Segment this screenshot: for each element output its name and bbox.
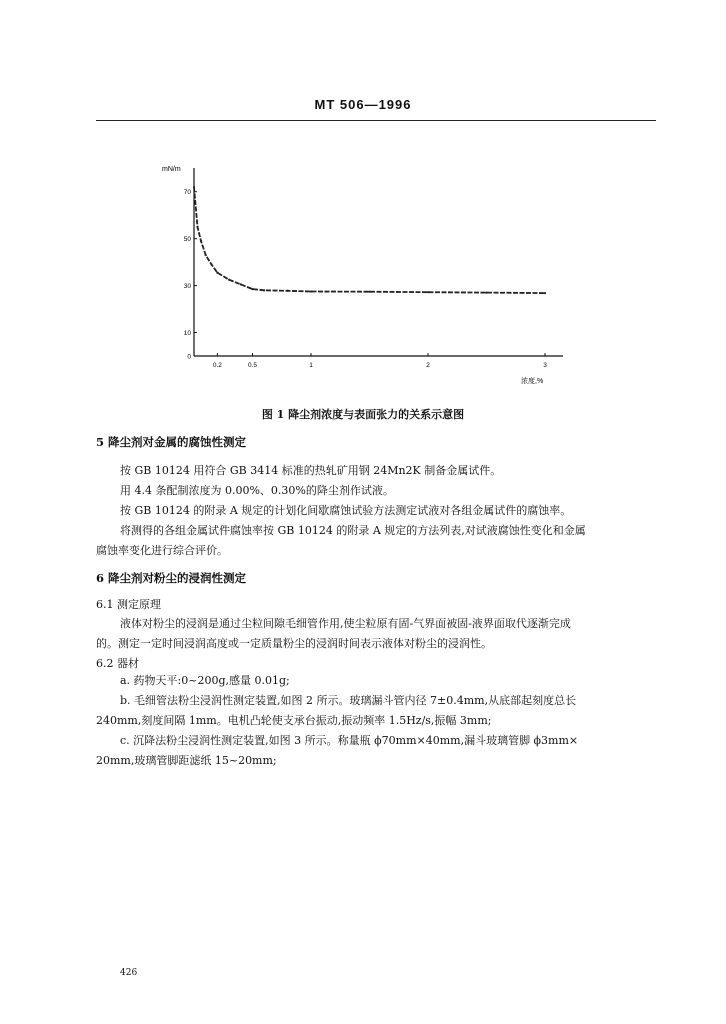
data-point bbox=[228, 279, 230, 281]
section-6-1-paragraph: 的。测定一定时间浸润高度或一定质量粉尘的浸润时间表示液体对粉尘的浸润性。 bbox=[96, 637, 492, 650]
y-tick-label: 10 bbox=[183, 330, 191, 338]
section-5-heading: 5 降尘剂对金属的腐蚀性测定 bbox=[96, 435, 247, 449]
equipment-item-b: 240mm,刻度间隔 1mm。电机凸轮使支承台振动,振动频率 1.5Hz/s,振幅 3mm; bbox=[96, 714, 492, 727]
data-point bbox=[210, 263, 212, 265]
subsection-6-2-heading: 6.2 器材 bbox=[96, 657, 139, 670]
y-zero-label: 0 bbox=[187, 353, 191, 361]
data-point bbox=[240, 283, 242, 285]
figure-1-caption: 图 1 降尘剂浓度与表面张力的关系示意图 bbox=[261, 408, 465, 421]
x-tick-label: 3 bbox=[543, 362, 547, 369]
document-code-header: MT 506—1996 bbox=[314, 97, 412, 112]
x-axis-label: 浓度,% bbox=[521, 378, 544, 385]
section-5-paragraph: 按 GB 10124 用符合 GB 3414 标准的热轧矿用钢 24Mn2K 制备金属试件。 bbox=[120, 464, 502, 477]
section-5-paragraph: 将测得的各组金属试件腐蚀率按 GB 10124 的附录 A 规定的方法列表,对试液腐蚀性变化和金属 bbox=[120, 524, 586, 537]
data-point bbox=[485, 292, 487, 294]
data-point bbox=[427, 291, 429, 293]
equipment-item-a: a. 药物天平:0~200g,感量 0.01g; bbox=[120, 674, 290, 687]
section-5-paragraph: 用 4.4 条配制浓度为 0.00%、0.30%的降尘剂作试液。 bbox=[120, 484, 394, 497]
y-tick-label: 30 bbox=[183, 283, 191, 291]
section-6-heading: 6 降尘剂对粉尘的浸润性测定 bbox=[96, 571, 247, 585]
x-tick-label: 1 bbox=[309, 362, 313, 369]
data-point bbox=[216, 272, 218, 274]
page-number: 426 bbox=[120, 968, 138, 978]
x-tick-label: 0.2 bbox=[212, 362, 222, 369]
data-point bbox=[193, 186, 195, 188]
series-line bbox=[194, 187, 545, 293]
data-point bbox=[310, 290, 312, 292]
equipment-item-c: c. 沉降法粉尘浸润性测定装置,如图 3 所示。称量瓶 ϕ70mm×40mm,漏斗玻璃管脚 ϕ3mm× bbox=[120, 734, 579, 747]
equipment-item-b: b. 毛细管法粉尘浸润性测定装置,如图 2 所示。玻璃漏斗管内径 7±0.4mm,从底部起刻度总长 bbox=[120, 694, 577, 707]
section-5-paragraph: 腐蚀率变化进行综合评价。 bbox=[96, 544, 228, 557]
data-point bbox=[544, 292, 546, 294]
y-tick-label: 70 bbox=[183, 189, 191, 197]
x-tick-label: 0.5 bbox=[247, 362, 258, 369]
subsection-6-1-heading: 6.1 测定原理 bbox=[96, 598, 161, 611]
equipment-item-c: 20mm,玻璃管脚距滤纸 15~20mm; bbox=[96, 754, 277, 767]
data-point bbox=[287, 290, 289, 292]
surface-tension-chart bbox=[150, 155, 580, 395]
data-point bbox=[200, 240, 202, 242]
section-5-paragraph: 按 GB 10124 的附录 A 规定的计划化间歇腐蚀试验方法测定试液对各组金属试件的腐蚀率。 bbox=[120, 504, 572, 517]
data-point bbox=[251, 288, 253, 290]
header-rule bbox=[96, 120, 656, 121]
data-point bbox=[196, 226, 198, 228]
section-6-1-paragraph: 液体对粉尘的浸润是通过尘粒间隙毛细管作用,使尘粒原有固-气界面被固-液界面取代逐渐完成 bbox=[120, 617, 571, 630]
y-tick-label: 50 bbox=[183, 236, 191, 244]
y-axis-label: mN/m bbox=[162, 166, 181, 173]
data-point bbox=[368, 291, 370, 293]
data-point bbox=[205, 254, 207, 256]
x-tick-label: 2 bbox=[426, 362, 430, 369]
data-point bbox=[263, 289, 265, 291]
